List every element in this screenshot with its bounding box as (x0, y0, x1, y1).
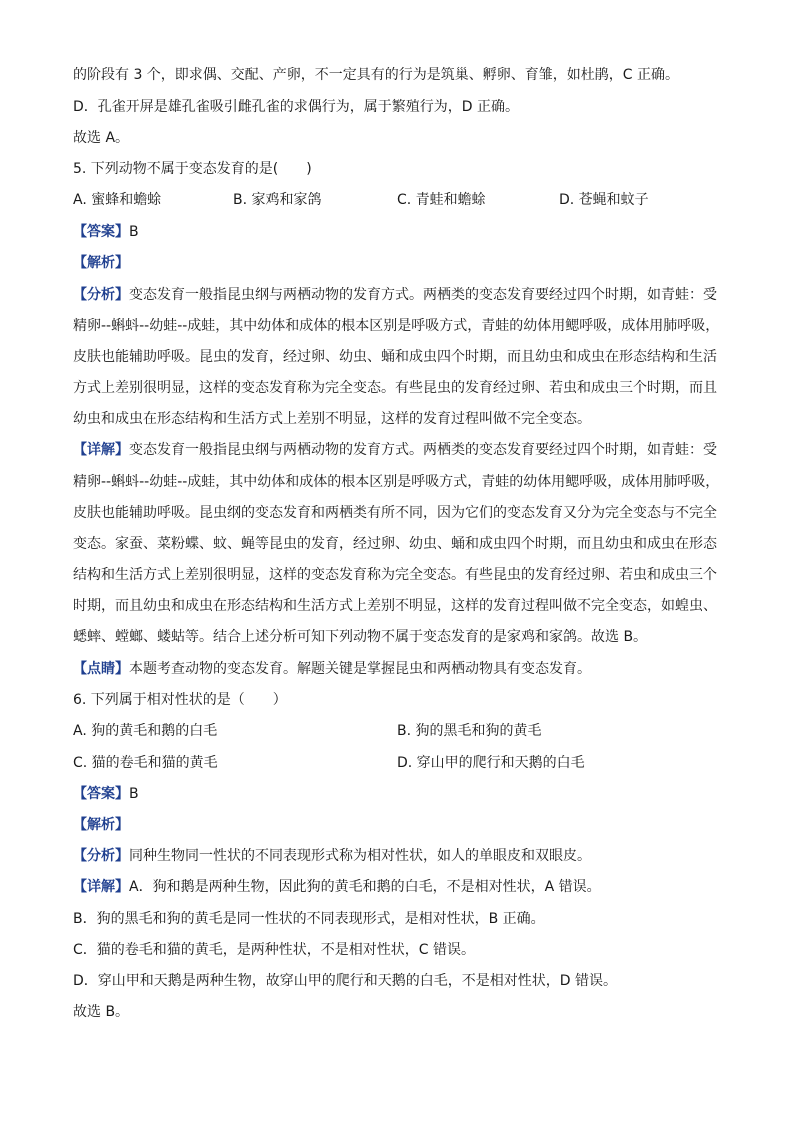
q5-xiangjie-line-1 (73, 440, 723, 460)
q5-fenxi-line-1 (73, 285, 723, 305)
q6-xiangjie-d: D．穿山甲和天鹅是两种生物，故穿山甲的爬行和天鹅的白毛，不是相对性状，D 错误。 (73, 973, 618, 989)
q6-answer (73, 784, 723, 804)
fenxi-text: 同种生物同一性状的不同表现形式称为相对性状，如人的单眼皮和双眼皮。 (129, 848, 591, 864)
q5-option-d: D. 苍蝇和蚊子 (559, 192, 649, 208)
q5-fenxi-line-4: 方式上差别很明显，这样的变态发育称为完全变态。有些昆虫的发育经过卵、若虫和成虫三个时期，而且 (73, 380, 717, 396)
fenxi-tag: 【分析】 (73, 848, 129, 864)
q6-xiangjie-a (73, 877, 723, 897)
dianjing-text: 本题考查动物的变态发育。解题关键是掌握昆虫和两栖动物具有变态发育。 (129, 661, 591, 677)
q6-jiexi (73, 815, 723, 835)
intro-line-2: D．孔雀开屏是雄孔雀吸引雌孔雀的求偶行为，属于繁殖行为，D 正确。 (73, 99, 520, 115)
q6-fenxi (73, 846, 723, 866)
q6-option-c: C. 猫的卷毛和猫的黄毛 (73, 755, 218, 771)
jiexi-tag: 【解析】 (73, 817, 129, 833)
answer-value: B (129, 224, 139, 240)
q5-xiangjie-line-7: 蟋蟀、螳螂、蝼蛄等。结合上述分析可知下列动物不属于变态发育的是家鸡和家鸽。故选 B。 (73, 629, 648, 645)
q6-option-a: A. 狗的黄毛和鹅的白毛 (73, 723, 218, 739)
q6-option-b: B. 狗的黑毛和狗的黄毛 (397, 723, 542, 739)
xiangjie-tag: 【详解】 (73, 442, 129, 458)
xiangjie-a-text: A．狗和鹅是两种生物，因此狗的黄毛和鹅的白毛，不是相对性状，A 错误。 (129, 879, 601, 895)
q5-fenxi-line-2: 精卵--蝌蚪--幼蛙--成蛙，其中幼体和成体的根本区别是呼吸方式，青蛙的幼体用鳃呼吸，成体用肺呼吸， (73, 318, 720, 334)
q5-option-c: C. 青蛙和蟾蜍 (397, 192, 486, 208)
q5-xiangjie-line-5: 结构和生活方式上差别很明显，这样的变态发育称为完全变态。有些昆虫的发育经过卵、若虫和成虫三个 (73, 567, 717, 583)
q5-stem: 5. 下列动物不属于变态发育的是( ) (73, 161, 312, 177)
q5-xiangjie-line-2: 精卵--蝌蚪--幼蛙--成蛙，其中幼体和成体的根本区别是呼吸方式，青蛙的幼体用鳃呼吸，成体用肺呼吸， (73, 474, 720, 490)
q5-xiangjie-line-6: 时期，而且幼虫和成虫在形态结构和生活方式上差别不明显，这样的发育过程叫做不完全变态，如蝗虫、 (73, 598, 717, 614)
answer-tag: 【答案】 (73, 224, 129, 240)
q6-xiangjie-c: C．猫的卷毛和猫的黄毛，是两种性状，不是相对性状，C 错误。 (73, 942, 475, 958)
q6-stem: 6. 下列属于相对性状的是（ ） (73, 692, 287, 708)
q5-dianjing (73, 659, 723, 679)
fenxi-text: 变态发育一般指昆虫纲与两栖动物的发育方式。两栖类的变态发育要经过四个时期，如青蛙：受 (129, 287, 717, 303)
q6-xiangjie-b: B．狗的黑毛和狗的黄毛是同一性状的不同表现形式，是相对性状，B 正确。 (73, 911, 545, 927)
q5-option-a: A. 蜜蜂和蟾蜍 (73, 192, 162, 208)
q5-xiangjie-line-4: 变态。家蚕、菜粉蝶、蚊、蝇等昆虫的发育，经过卵、幼虫、蛹和成虫四个时期，而且幼虫和成虫在形态 (73, 536, 717, 552)
xiangjie-tag: 【详解】 (73, 879, 129, 895)
answer-tag: 【答案】 (73, 786, 129, 802)
q5-fenxi-line-3: 皮肤也能辅助呼吸。昆虫的发育，经过卵、幼虫、蛹和成虫四个时期，而且幼虫和成虫在形态结构和生活 (73, 349, 717, 365)
q5-xiangjie-line-3: 皮肤也能辅助呼吸。昆虫纲的变态发育和两栖类有所不同，因为它们的变态发育又分为完全变态与不完全 (73, 505, 717, 521)
q5-option-b: B. 家鸡和家鸽 (233, 192, 322, 208)
q6-conclusion: 故选 B。 (73, 1004, 130, 1020)
dianjing-tag: 【点睛】 (73, 661, 129, 677)
q6-option-d: D. 穿山甲的爬行和天鹅的白毛 (397, 755, 585, 771)
q5-jiexi (73, 253, 723, 273)
jiexi-tag: 【解析】 (73, 255, 129, 271)
intro-line-3: 故选 A。 (73, 130, 130, 146)
intro-line-1: 的阶段有 3 个，即求偶、交配、产卵，不一定具有的行为是筑巢、孵卵、育雏，如杜鹃，C 正确。 (73, 67, 680, 83)
xiangjie-text: 变态发育一般指昆虫纲与两栖动物的发育方式。两栖类的变态发育要经过四个时期，如青蛙：受 (129, 442, 717, 458)
fenxi-tag: 【分析】 (73, 287, 129, 303)
q5-answer (73, 222, 723, 242)
q5-fenxi-line-5: 幼虫和成虫在形态结构和生活方式上差别不明显，这样的发育过程叫做不完全变态。 (73, 411, 591, 427)
answer-value: B (129, 786, 139, 802)
